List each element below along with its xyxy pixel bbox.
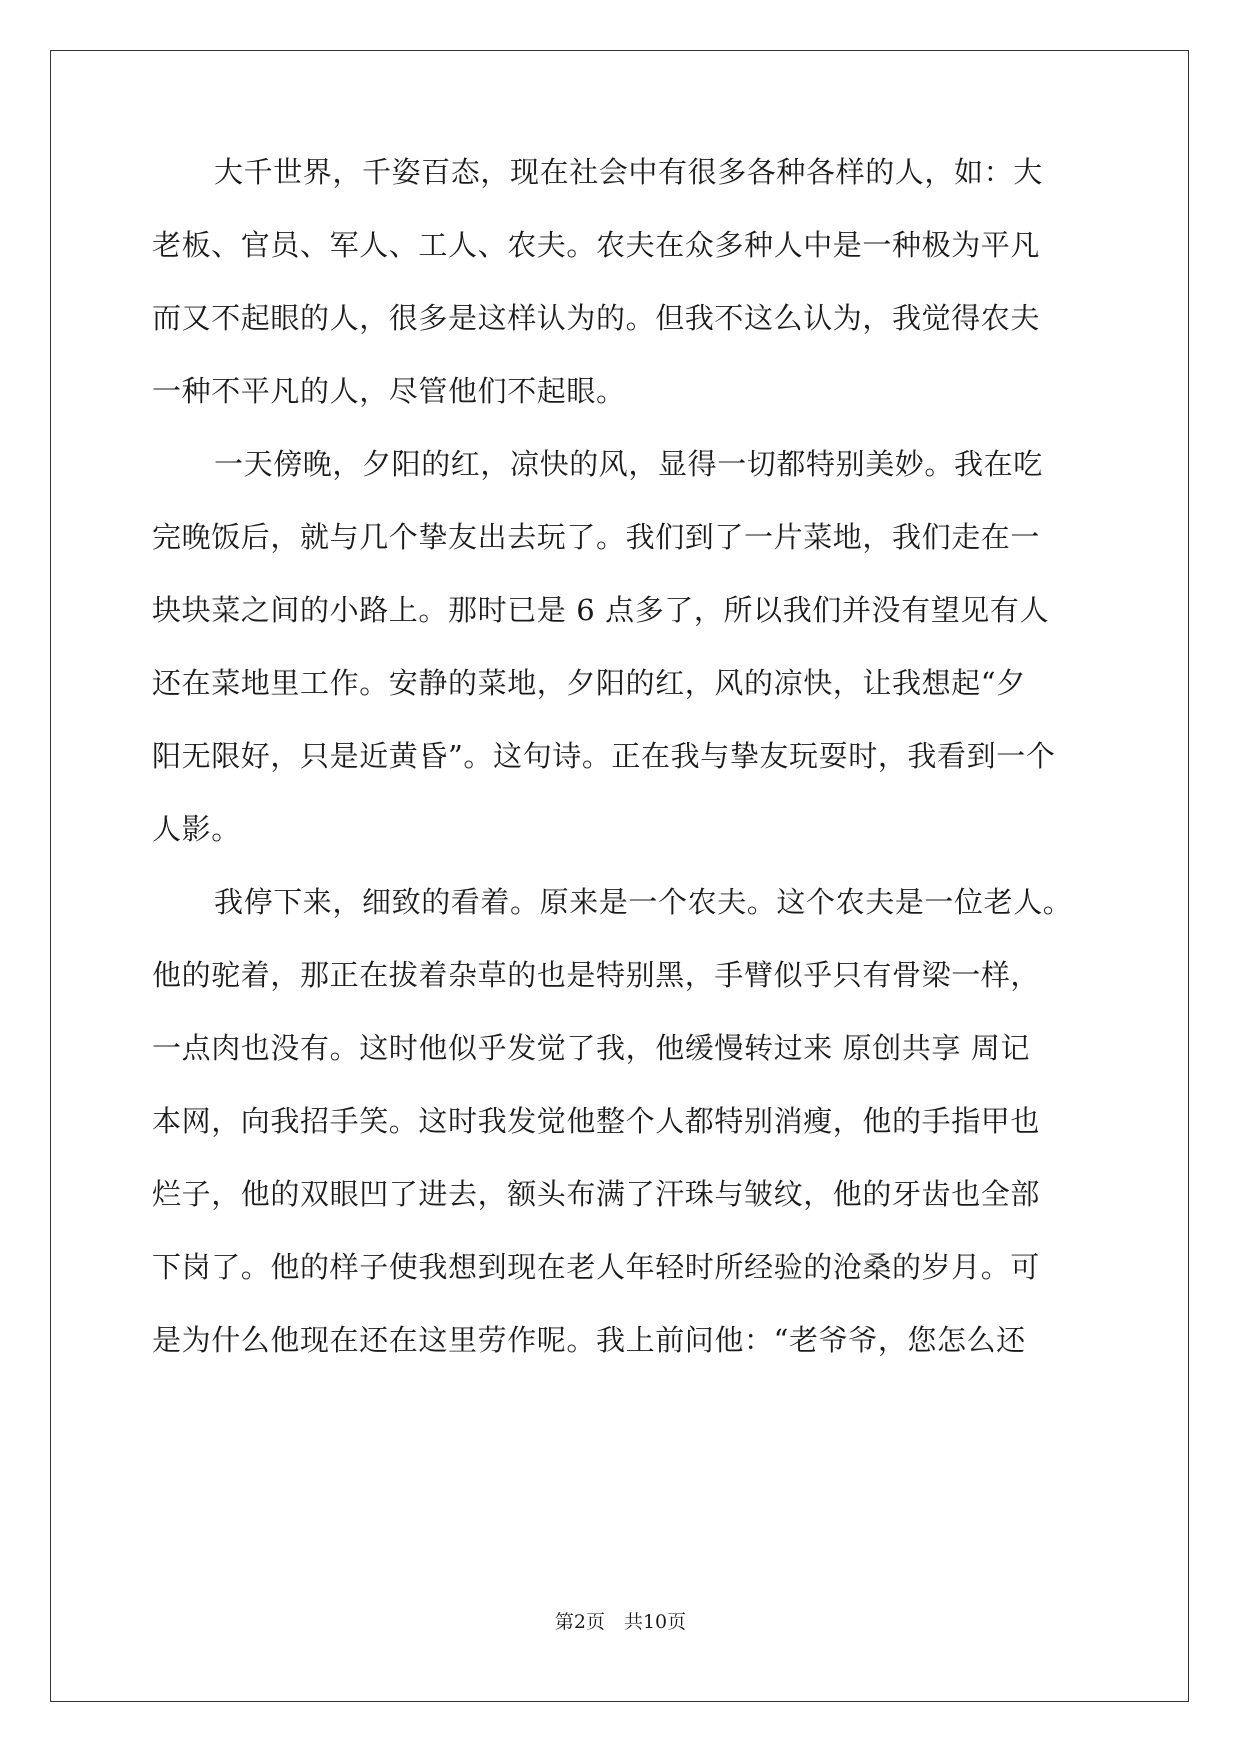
text-line: 完晚饭后，就与几个挚友出去玩了。我们到了一片菜地，我们走在一 [152, 520, 1041, 554]
text-line: 一点肉也没有。这时他似乎发觉了我，他缓慢转过来 原创共享 周记 [152, 1031, 1031, 1065]
text-line: 一天傍晚，夕阳的红，凉快的风，显得一切都特别美妙。我在吃 [214, 447, 1043, 481]
text-line: 下岗了。他的样子使我想到现在老人年轻时所经验的沧桑的岁月。可 [152, 1250, 1041, 1284]
text-line: 阳无限好，只是近黄昏”。这句诗。正在我与挚友玩耍时，我看到一个 [152, 739, 1056, 773]
text-line: 我停下来，细致的看着。原来是一个农夫。这个农夫是一位老人。 [214, 885, 1073, 919]
text-line: 大千世界，千姿百态，现在社会中有很多各种各样的人，如：大 [214, 155, 1043, 189]
text-line: 是为什么他现在还在这里劳作呢。我上前问他：“老爷爷，您怎么还 [152, 1323, 1026, 1357]
text-line: 还在菜地里工作。安静的菜地，夕阳的红，风的凉快，让我想起“夕 [152, 666, 1026, 700]
text-line: 一种不平凡的人，尽管他们不起眼。 [152, 374, 626, 408]
text-line: 块块菜之间的小路上。那时已是 6 点多了，所以我们并没有望见有人 [152, 593, 1050, 627]
text-line: 本网，向我招手笑。这时我发觉他整个人都特别消瘦，他的手指甲也 [152, 1104, 1041, 1138]
text-line: 他的驼着，那正在拔着杂草的也是特别黑，手臂似乎只有骨梁一样， [152, 958, 1041, 992]
text-line: 人影。 [152, 812, 241, 846]
page-number-footer: 第2页 共10页 [554, 1611, 687, 1633]
text-line: 而又不起眼的人，很多是这样认为的。但我不这么认为，我觉得农夫 [152, 301, 1041, 335]
text-line: 老板、官员、军人、工人、农夫。农夫在众多种人中是一种极为平凡 [152, 228, 1041, 262]
text-line: 烂子，他的双眼凹了进去，额头布满了汗珠与皱纹，他的牙齿也全部 [152, 1177, 1041, 1211]
